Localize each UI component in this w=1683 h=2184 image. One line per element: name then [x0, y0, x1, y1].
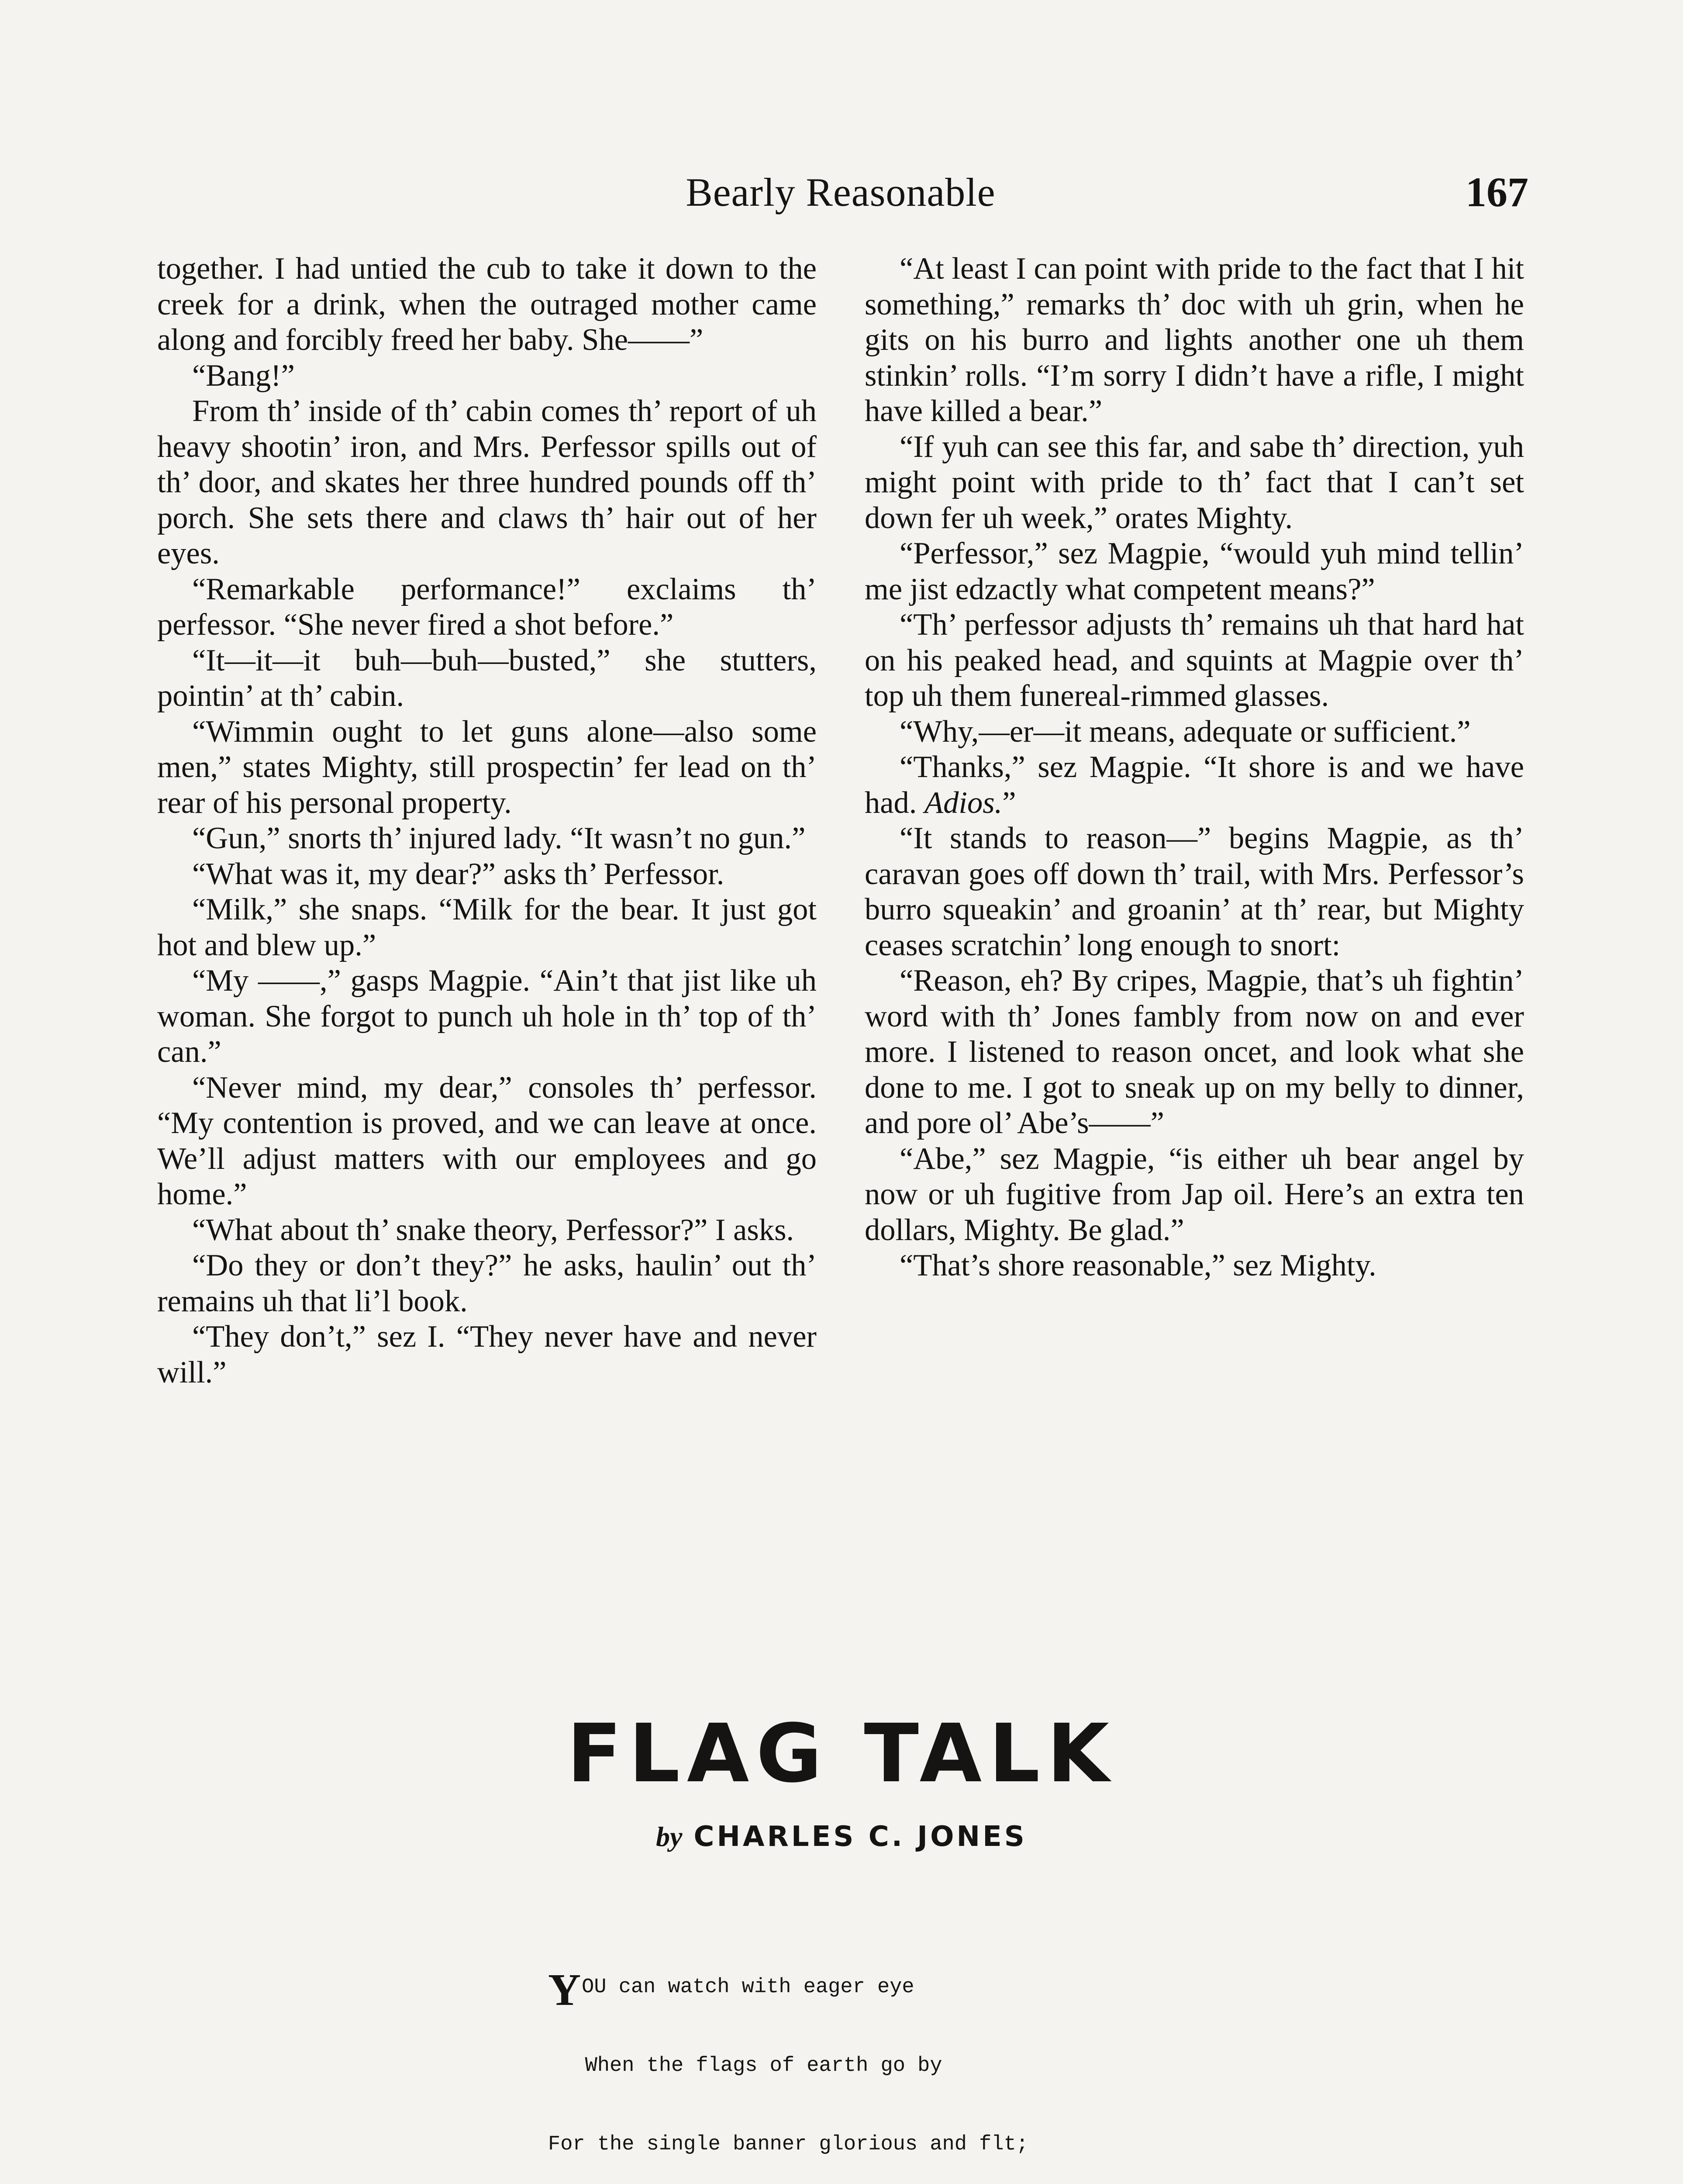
paragraph: “Perfessor,” sez Magpie, “would yuh mind tellin’ me jist edzactly what competent means?”: [865, 536, 1524, 606]
paragraph: “Abe,” sez Magpie, “is either uh bear angel by now or uh fugitive from Jap oil. Here’s an extra ten dollars, Mighty. Be glad.”: [865, 1141, 1524, 1247]
paragraph: “At least I can point with pride to the fact that I hit something,” remarks th’ doc with uh grin, when he gits on his burro and lights another one uh them stinkin’ rolls. “I’m sorry I didn’t have a rifle, I might have killed a bear.”: [865, 252, 1524, 428]
italic-word: Adios.: [924, 785, 1003, 820]
paragraph: “It stands to reason—” begins Magpie, as th’ caravan goes off down th’ trail, with Mrs. Perfessor’s burro squeakin’ and groanin’ at th’ rear, but Mighty ceases scratchin’ long enough to snort:: [865, 821, 1524, 962]
paragraph: “Never mind, my dear,” consoles th’ perfessor. “My contention is proved, and we can leave at once. We’ll adjust matters with our employees and go home.”: [157, 1070, 817, 1211]
paragraph: “Th’ perfessor adjusts th’ remains uh that hard hat on his peaked head, and squints at Magpie over th’ top uh them funereal-rimmed glasses.: [865, 608, 1524, 713]
story-column-left: [157, 251, 817, 1390]
paragraph: “Wimmin ought to let guns alone—also some men,” states Mighty, still prospectin’ fer lead on th’ rear of his personal property.: [157, 714, 817, 820]
paragraph: “Bang!”: [192, 358, 295, 393]
poem-byline: [0, 1813, 1683, 1861]
poem-line: When the flags of earth go by: [548, 2054, 942, 2077]
poem-title: FLAG TALK: [567, 1707, 1116, 1800]
paragraph: “My ——,” gasps Magpie. “Ain’t that jist like uh woman. She forgot to punch uh hole in th’ top of th’ can.”: [157, 964, 817, 1069]
poem-line: For the single banner glorious and flt;: [548, 2133, 1028, 2156]
paragraph-text: ”: [1002, 785, 1016, 820]
paragraph: “That’s shore reasonable,” sez Mighty.: [900, 1248, 1376, 1282]
story-column-right: [865, 251, 1524, 1284]
paragraph: “What about th’ snake theory, Perfessor?” I asks.: [192, 1213, 794, 1247]
paragraph: “What was it, my dear?” asks th’ Perfessor.: [192, 857, 724, 891]
paragraph: “Why,—er—it means, adequate or sufficient.”: [900, 714, 1471, 749]
paragraph: “Milk,” she snaps. “Milk for the bear. It just got hot and blew up.”: [157, 892, 817, 962]
paragraph: “If yuh can see this far, and sabe th’ direction, yuh might point with pride to th’ fact that I can’t set down fer uh week,” orates Mighty.: [865, 429, 1524, 535]
paragraph: “Do they or don’t they?” he asks, haulin’ out th’ remains uh that li’l book.: [157, 1248, 817, 1318]
byline-by: by: [656, 1821, 683, 1852]
paragraph: [865, 750, 1524, 821]
paragraph: “Reason, eh? By cripes, Magpie, that’s uh fightin’ word with th’ Jones fambly from now on and ever more. I listened to reason oncet, and look what she done to me. I got to sneak up on my belly to dinner, and pore ol’ Abe’s——”: [865, 964, 1524, 1140]
running-head: [153, 162, 1528, 223]
paragraph: “Remarkable performance!” exclaims th’ perfessor. “She never fired a shot before.”: [157, 572, 817, 642]
poem-body: [548, 1922, 1247, 2184]
poem-line-text: OU can watch with eager eye: [582, 1976, 914, 1999]
paragraph-text: “Thanks,” sez Magpie. “It shore is and we have had.: [865, 750, 1524, 820]
paragraph: together. I had untied the cub to take it down to the creek for a drink, when the outraged mother came along and forcibly freed her baby. She——”: [157, 252, 817, 357]
poem-line: [548, 1965, 1247, 2015]
running-title: Bearly Reasonable: [686, 170, 996, 214]
paragraph: “Gun,” snorts th’ injured lady. “It wasn’t no gun.”: [192, 821, 806, 855]
page-number: 167: [1466, 169, 1528, 215]
paragraph: “It—it—it buh—buh—busted,” she stutters, pointin’ at th’ cabin.: [157, 643, 817, 713]
drop-cap: Y: [548, 1965, 581, 2015]
poem-author: CHARLES C. JONES: [693, 1821, 1027, 1853]
paragraph: “They don’t,” sez I. “They never have and never will.”: [157, 1320, 817, 1389]
paragraph: From th’ inside of th’ cabin comes th’ report of uh heavy shootin’ iron, and Mrs. Perfessor spills out of th’ door, and skates her three hundred pounds off th’ porch. She sets there and claws th’ hair out of her eyes.: [157, 394, 817, 570]
